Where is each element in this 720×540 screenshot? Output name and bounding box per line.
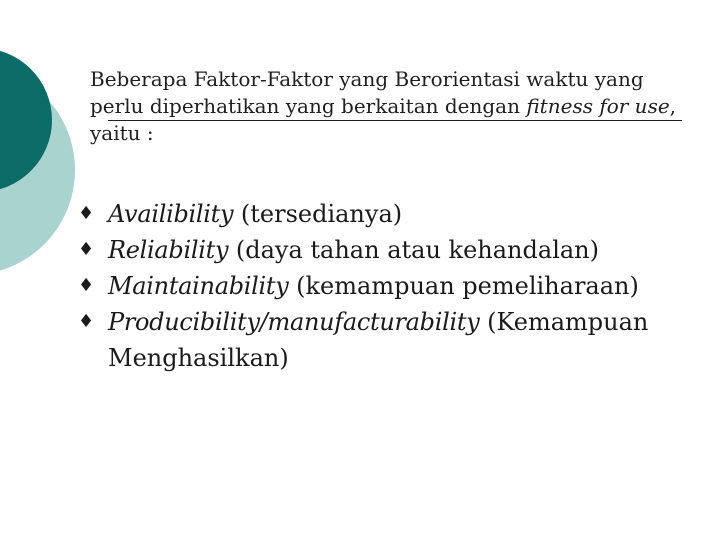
- heading-line-2-text: perlu diperhatikan yang berkaitan dengan: [90, 94, 527, 118]
- heading-line-3: yaitu :: [90, 121, 154, 145]
- item-term: Producibility/manufacturability: [108, 308, 480, 336]
- diamond-bullet-icon: ♦: [78, 275, 95, 296]
- slide-heading: [90, 66, 690, 147]
- diamond-bullet-icon: ♦: [78, 203, 95, 224]
- diamond-bullet-icon: ♦: [78, 311, 95, 332]
- item-description: (kemampuan pemeliharaan): [288, 272, 639, 300]
- heading-line-2: [90, 93, 690, 120]
- list-item: [78, 304, 698, 376]
- decorative-circles: [0, 0, 80, 300]
- bullet-list: [78, 196, 698, 376]
- item-description: (tersedianya): [233, 200, 403, 228]
- item-term: Maintainability: [108, 272, 289, 300]
- item-term: Reliability: [108, 236, 229, 264]
- item-description: (Kemampuan Menghasilkan): [108, 308, 649, 372]
- item-description: (daya tahan atau kehandalan): [228, 236, 599, 264]
- list-item: [78, 196, 698, 232]
- diamond-bullet-icon: ♦: [78, 239, 95, 260]
- list-item: [78, 268, 698, 304]
- heading-line-2-comma: ,: [669, 94, 677, 118]
- heading-underline: [108, 120, 682, 121]
- heading-emphasis: fitness for use: [526, 94, 670, 118]
- list-item: [78, 232, 698, 268]
- item-term: Availibility: [108, 200, 234, 228]
- heading-line-1: Beberapa Faktor-Faktor yang Berorientasi waktu yang: [90, 67, 644, 91]
